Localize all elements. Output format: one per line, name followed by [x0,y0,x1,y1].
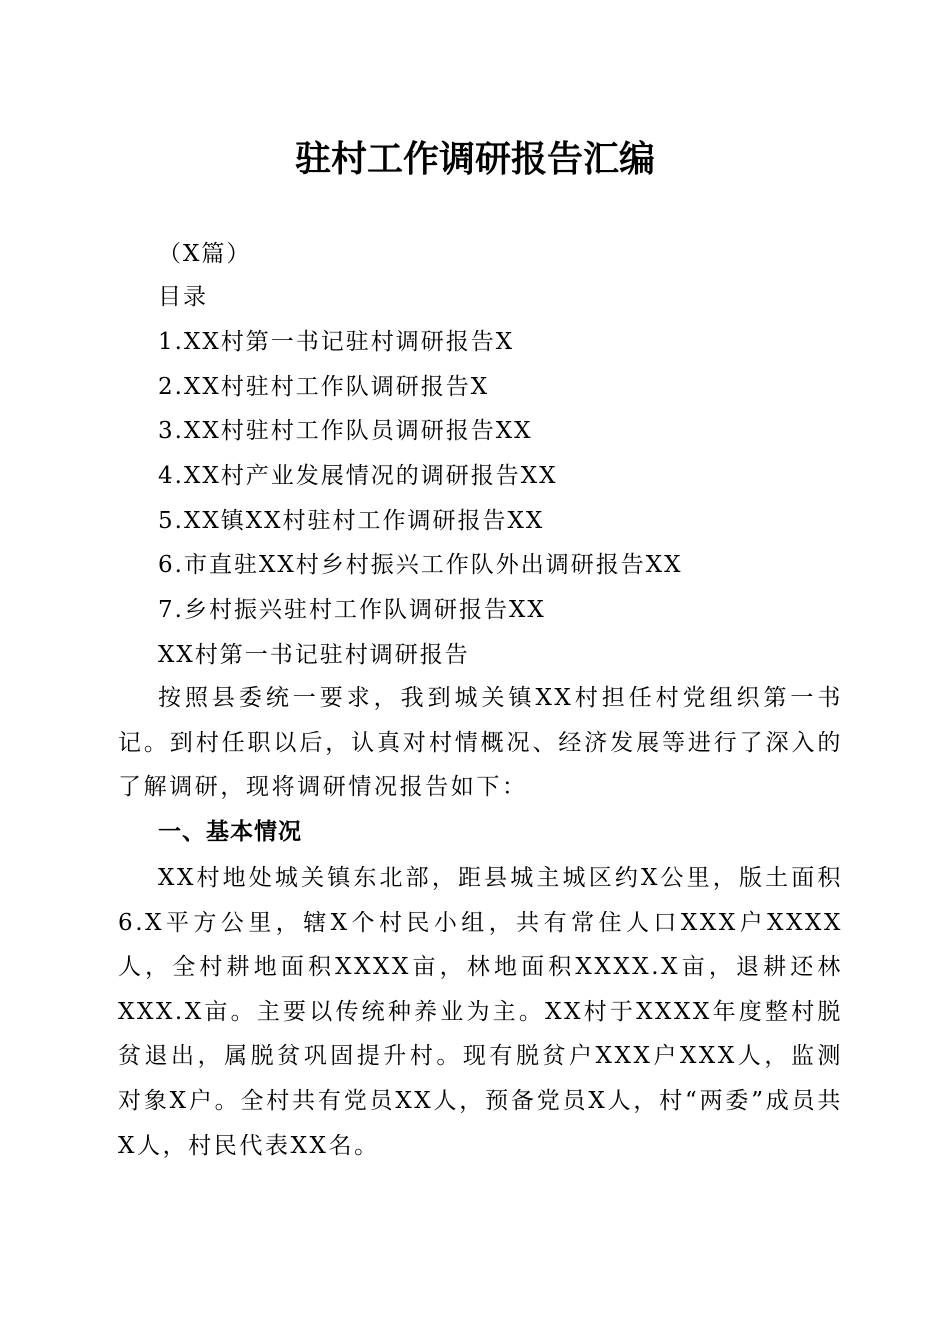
toc-item: 1.XX村第一书记驻村调研报告X [158,329,515,355]
count-note: （X篇） [158,241,252,267]
intro-paragraph: 按照县委统一要求，我到城关镇XX村担任村党组织第一书记。到村任职以后，认真对村情概况、经济发展等进行了深入的了解调研，现将调研情况报告如下： [118,685,843,801]
article-title: XX村第一书记驻村调研报告 [158,642,470,668]
toc-item: 6.市直驻XX村乡村振兴工作队外出调研报告XX [158,552,683,578]
document-title: 驻村工作调研报告汇编 [294,138,655,180]
toc-item: 4.XX村产业发展情况的调研报告XX [158,463,558,489]
section-heading: 一、基本情况 [158,819,302,845]
toc-item: 5.XX镇XX村驻村工作调研报告XX [158,508,545,534]
toc-item: 2.XX村驻村工作队调研报告X [158,374,490,400]
toc-label: 目录 [158,284,208,310]
section-paragraph: XX村地处城关镇东北部，距县城主城区约X公里，版土面积6.X平方公里，辖X个村民小组，共有常住人口XXX户XXXX人，全村耕地面积XXXX亩，林地面积XXXX.X亩，退耕还林XXX.X亩。主要以传统种养业为主。XX村于XXXX年度整村脱贫退出，属脱贫巩固提升村。现有脱贫户XXX户XXX人，监测对象X户。全村共有党员XX人，预备党员X人，村“两委”成员共X人，村民代表XX名。 [118,865,843,1159]
toc-item: 7.乡村振兴驻村工作队调研报告XX [158,597,546,623]
toc-item: 3.XX村驻村工作队员调研报告XX [158,418,533,444]
